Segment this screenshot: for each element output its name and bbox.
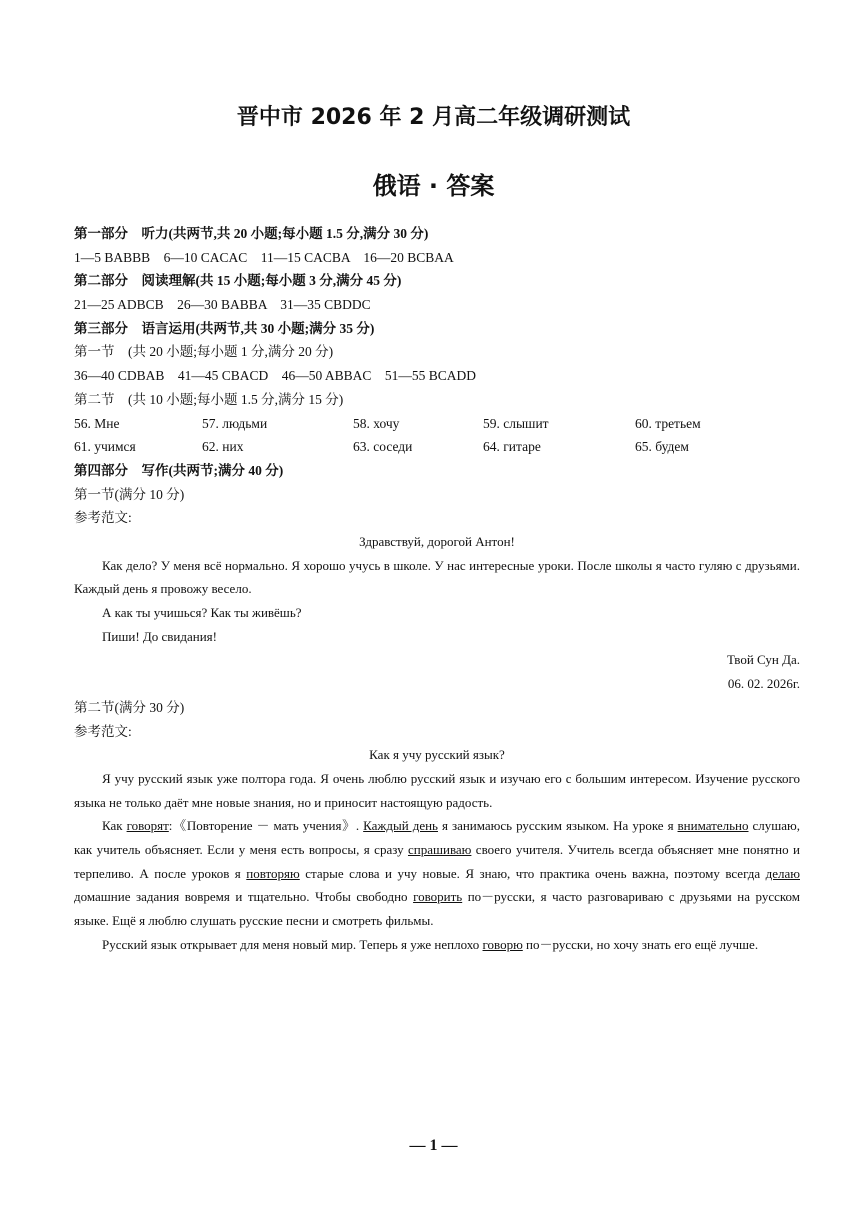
- fill-answer: 62. них: [202, 439, 244, 455]
- underlined-word: говорят: [126, 818, 169, 834]
- essay-text: Как: [102, 818, 127, 834]
- part2-heading: 第二部分 阅读理解(共 15 小题;每小题 3 分,满分 45 分): [74, 273, 402, 289]
- letter-date: 06. 02. 2026г.: [727, 676, 800, 692]
- essay-text: по－русски, но хочу знать его ещё лучше.: [522, 936, 759, 952]
- underlined-word: внимательно: [677, 818, 749, 834]
- essay-paragraph: [74, 814, 800, 933]
- fill-answers-row-1: [74, 412, 800, 436]
- underlined-word: делаю: [765, 865, 800, 881]
- part3-heading: 第三部分 语言运用(共两节,共 30 小题;满分 35 分): [74, 320, 375, 336]
- part4-heading: 第四部分 写作(共两节;满分 40 分): [74, 462, 284, 478]
- part4-section2-heading: 第二节(满分 30 分): [74, 699, 185, 715]
- fill-answer: 60. третьем: [635, 415, 701, 431]
- part1-answers: 1—5 BABBB 6—10 CACAC 11—15 CACBA 16—20 BCBAA: [74, 249, 454, 265]
- page-subtitle: 俄语 · 答案: [372, 172, 495, 200]
- part3-section2-heading: 第二节 (共 10 小题;每小题 1.5 分,满分 15 分): [74, 391, 344, 407]
- essay-text: слушаю, как учитель объясняет. Если у меня есть вопросы, я сразу: [74, 818, 800, 857]
- essay-text: :《Повторение － мать учения》.: [168, 818, 364, 834]
- part1-heading: 第一部分 听力(共两节,共 20 小题;每小题 1.5 分,满分 30 分): [74, 226, 429, 241]
- fill-answer: 57. людьми: [202, 415, 268, 431]
- letter-greeting: Здравствуй, дорогой Антон!: [359, 533, 515, 549]
- part2-answers: 21—25 ADBCB 26—30 BABBA 31—35 CBDDC: [74, 297, 371, 313]
- fill-answer: 63. соседи: [353, 439, 413, 455]
- letter-paragraph: Пиши! До свидания!: [102, 628, 217, 644]
- part3-section1-answers: 36—40 CDBAB 41—45 CBACD 46—50 ABBAC 51—55 BCADD: [74, 368, 477, 384]
- sample-label: 参考范文:: [74, 723, 132, 739]
- essay-text: я занимаюсь русским языком. На уроке я: [437, 818, 678, 834]
- page-title: 晋中市 2026 年 2 月高二年级调研测试: [236, 105, 631, 130]
- part4-section1-heading: 第一节(满分 10 分): [74, 486, 185, 502]
- fill-answer: 59. слышит: [483, 415, 549, 431]
- fill-answer: 65. будем: [635, 439, 689, 455]
- page-number: — 1 —: [409, 1137, 458, 1154]
- essay-paragraph: Я учу русский язык уже полтора года. Я очень люблю русский язык и изучаю его с большим интересом. Изучение русского языка не только даёт мне новые знания, но и приносит настоящую радость.: [74, 770, 800, 810]
- essay-paragraph: [74, 933, 800, 957]
- fill-answer: 58. хочу: [353, 415, 400, 431]
- letter-paragraph: А как ты учишься? Как ты живёшь?: [102, 605, 302, 621]
- essay-text: своего учителя. Учитель всегда объясняет мне понятно и терпеливо. А после уроков я: [74, 841, 800, 881]
- essay-text: домашние задания вовремя и тщательно. Чтобы свободно: [74, 889, 414, 905]
- underlined-word: повторяю: [246, 865, 300, 881]
- underlined-word: Каждый день: [363, 818, 438, 834]
- fill-answer: 64. гитаре: [483, 439, 541, 455]
- underlined-word: спрашиваю: [407, 841, 472, 857]
- fill-answers-row-2: [74, 435, 800, 459]
- fill-answer: 56. Мне: [74, 415, 120, 431]
- letter-signature: Твой Сун Да.: [727, 652, 800, 668]
- fill-answer: 61. учимся: [74, 439, 136, 455]
- letter-paragraph: Как дело? У меня всё нормально. Я хорошо учусь в школе. У нас интересные уроки. После школы я часто гуляю с друзьями. Каждый день я провожу весело.: [74, 557, 800, 597]
- sample-label: 参考范文:: [74, 510, 132, 526]
- underlined-word: говорить: [413, 889, 463, 905]
- part3-section1-heading: 第一节 (共 20 小题;每小题 1 分,满分 20 分): [74, 344, 334, 360]
- essay-title: Как я учу русский язык?: [369, 747, 505, 763]
- essay-text: Русский язык открывает для меня новый мир. Теперь я уже неплохо: [102, 936, 483, 952]
- answer-content: [74, 222, 800, 957]
- essay-text: старые слова и учу новые. Я знаю, что практика очень важна, поэтому всегда: [299, 865, 766, 881]
- essay-text: по－русски, я часто разговариваю с друзьями на русском языке. Ещё я люблю слушать русские песни и смотреть фильмы.: [74, 889, 800, 929]
- underlined-word: говорю: [482, 936, 523, 952]
